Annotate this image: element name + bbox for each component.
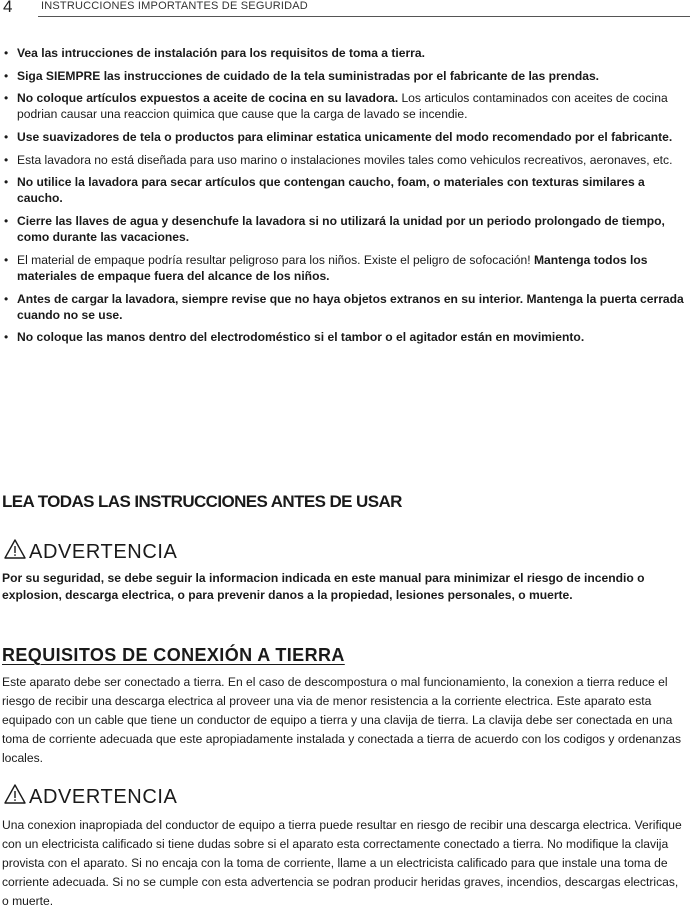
bullet-item: • Esta lavadora no está diseñada para uso marino o instalaciones moviles tales como vehiculos recreativos, aeronaves, etc. <box>4 152 688 168</box>
grounding-title: REQUISITOS DE CONEXIÓN A TIERRA <box>2 645 345 665</box>
running-title: INSTRUCCIONES IMPORTANTES DE SEGURIDAD <box>41 0 308 12</box>
bullet-item: • Use suavizadores de tela o productos para eliminar estatica unicamente del modo recomendado por el fabricante. <box>4 129 688 145</box>
page-number: 4 <box>3 0 13 16</box>
warning-text: Una conexion inapropiada del conductor de equipo a tierra puede resultar en riesgo de recibir una descarga electrica. Verifique con un electricista calificado si tiene dudas sobre si el aparato esta correctamente conectado a tierra. No modifique la clavija provista con el aparato. Si no encaja con la toma de corriente, llame a un electricista calificado para que instale una toma de corriente adecuada. Si no se cumple con esta advertencia se podran producir heridas graves, incendios, descargas electricas, o muerte. <box>2 818 682 908</box>
header-rule <box>38 16 690 17</box>
warning-triangle-icon <box>4 539 29 565</box>
warning-text: Por su seguridad, se debe seguir la informacion indicada en este manual para minimizar el riesgo de incendio o explosion, descarga electrica, o para prevenir danos a la propiedad, lesiones personales, o muerte. <box>2 571 645 602</box>
bullet-item: • No utilice la lavadora para secar artículos que contengan caucho, foam, o materiales con texturas similares a caucho. <box>4 174 688 206</box>
safety-bullet-list <box>4 45 688 352</box>
bullet-item: • Cierre las llaves de agua y desenchufe la lavadora si no utilizará la unidad por un periodo prolongado de tiempo, como durante las vacaciones. <box>4 213 688 245</box>
warning-heading-label: ADVERTENCIA <box>29 785 178 808</box>
bullet-item: • Antes de cargar la lavadora, siempre revise que no haya objetos extranos en su interior. Mantenga la puerta cerrada cuando no se use. <box>4 291 688 323</box>
warning-heading <box>4 784 178 810</box>
read-all-heading: LEA TODAS LAS INSTRUCCIONES ANTES DE USAR <box>2 492 402 511</box>
bullet-item: • El material de empaque podría resultar peligroso para los niños. Existe el peligro de sofocación! Mantenga todos los materiales de empaque fuera del alcance de los niños. <box>4 252 688 284</box>
bullet-item: • No coloque artículos expuestos a aceite de cocina en su lavadora. Los articulos contaminados con aceites de cocina podrian causar una reaccion quimica que cause que la carga de lavado se incendie. <box>4 90 688 122</box>
grounding-text: Este aparato debe ser conectado a tierra. En el caso de descompostura o mal funcionamiento, la conexion a tierra reduce el riesgo de recibir una descarga electrica al proveer una via de menor resistencia a la corriente electrica. Este aparato esta equipado con un cable que tiene un conductor de equipo a tierra y una clavija de tierra. La clavija debe ser conectada en una toma de corriente adecuada que este apropiadamente instalada y conectada a tierra de acuerdo con los codigos y ordenanzas locales. <box>2 675 682 765</box>
warning-heading <box>4 539 178 565</box>
bullet-item: • No coloque las manos dentro del electrodoméstico si el tambor o el agitador están en movimiento. <box>4 329 688 345</box>
bullet-item: • Siga SIEMPRE las instrucciones de cuidado de la tela suministradas por el fabricante de las prendas. <box>4 68 688 84</box>
bullet-item: • Vea las intrucciones de instalación para los requisitos de toma a tierra. <box>4 45 688 61</box>
warning-heading-label: ADVERTENCIA <box>29 540 178 563</box>
warning-triangle-icon <box>4 784 29 810</box>
page-header <box>0 0 690 16</box>
